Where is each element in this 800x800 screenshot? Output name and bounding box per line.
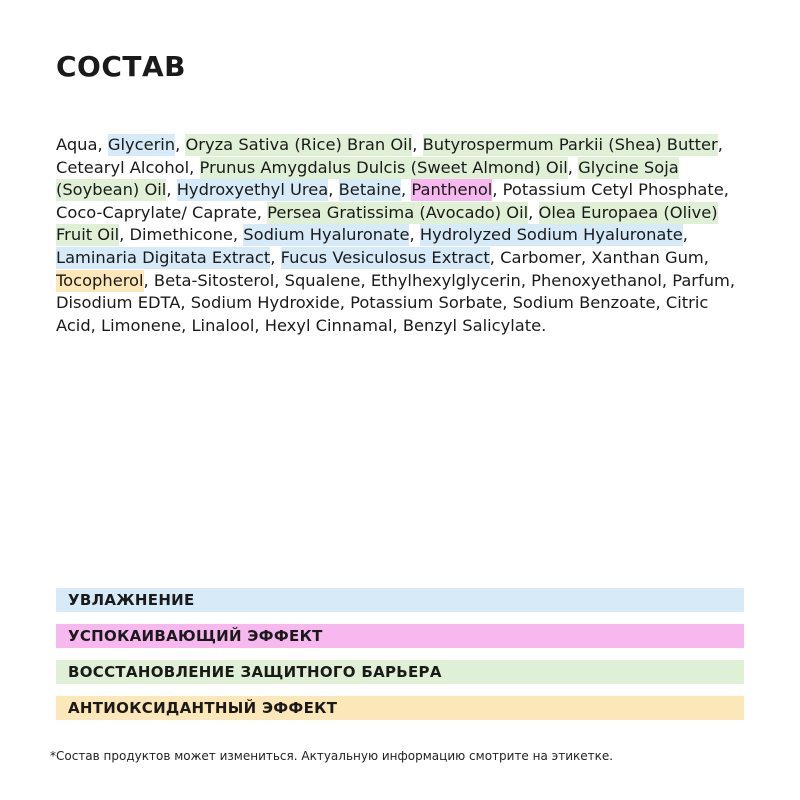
footnote: *Состав продуктов может измениться. Актуальную информацию смотрите на этикетке.: [50, 749, 614, 763]
ingredient: Hexyl Cinnamal: [264, 315, 393, 335]
ingredient: Limonene: [101, 315, 182, 335]
ingredient: Olea Europaea (Olive) Fruit Oil: [56, 202, 718, 245]
legend-item-barrier: ВОССТАНОВЛЕНИЕ ЗАЩИТНОГО БАРЬЕРА: [56, 660, 744, 684]
ingredient: Ethylhexylglycerin: [370, 270, 521, 290]
ingredient: Sodium Benzoate: [512, 293, 656, 313]
ingredient: Potassium Sorbate: [350, 293, 503, 313]
ingredient: Persea Gratissima (Avocado) Oil: [267, 202, 529, 222]
ingredient: Sodium Hyaluronate: [243, 225, 410, 245]
ingredient: Panthenol: [411, 180, 493, 200]
ingredient: Squalene: [284, 270, 361, 290]
ingredient: Xanthan Gum: [591, 247, 704, 267]
ingredient: Cetearyl Alcohol: [56, 157, 190, 177]
legend-item-soothing: УСПОКАИВАЮЩИЙ ЭФФЕКТ: [56, 624, 744, 648]
ingredients-list: Aqua, Glycerin, Oryza Sativa (Rice) Bran Oil, Butyrospermum Parkii (Shea) Butter, Cetearyl Alcohol, Prunus Amygdalus Dulcis (Sweet Almond) Oil, Glycine Soja (Soybean) Oil, Hydroxyethyl Urea, Betaine, Panthenol, Potassium Cetyl Phosphate, Coco-Caprylate/ Caprate, Persea Gratissima (Avocado) Oil, Olea Europaea (Olive) Fruit Oil, Dimethicone, Sodium Hyaluronate, Hydrolyzed Sodium Hyaluronate, Laminaria Digitata Extract, Fucus Vesiculosus Extract, Carbomer, Xanthan Gum, Tocopherol, Beta-Sitosterol, Squalene, Ethylhexylglycerin, Phenoxyethanol, Parfum, Disodium EDTA, Sodium Hydroxide, Potassium Sorbate, Sodium Benzoate, Citric Acid, Limonene, Linalool, Hexyl Cinnamal, Benzyl Salicylate.: [56, 135, 736, 335]
ingredient: Betaine: [338, 180, 402, 200]
ingredient: Benzyl Salicylate: [402, 315, 542, 335]
ingredient: Carbomer: [500, 247, 582, 267]
ingredient: Glycine Soja (Soybean) Oil: [56, 157, 679, 200]
ingredient: Aqua: [56, 135, 98, 154]
ingredient: Sodium Hydroxide: [190, 293, 340, 313]
legend-item-moisturizing: УВЛАЖНЕНИЕ: [56, 588, 744, 612]
color-legend: [56, 588, 744, 732]
ingredient: Citric Acid: [56, 293, 709, 335]
ingredient: Linalool: [191, 315, 255, 335]
ingredient: Hydrolyzed Sodium Hyaluronate: [419, 225, 683, 245]
legend-item-antioxidant: АНТИОКСИДАНТНЫЙ ЭФФЕКТ: [56, 696, 744, 720]
ingredient: Glycerin: [107, 135, 176, 154]
ingredient: Butyrospermum Parkii (Shea) Butter: [422, 135, 718, 154]
ingredient: Hydroxyethyl Urea: [176, 180, 329, 200]
ingredient: Dimethicone: [129, 225, 233, 245]
ingredient: Oryza Sativa (Rice) Bran Oil: [185, 135, 413, 154]
page-title: СОСТАВ: [56, 50, 187, 83]
ingredient: Fucus Vesiculosus Extract: [280, 247, 490, 267]
ingredient: Beta-Sitosterol: [153, 270, 275, 290]
ingredient: Potassium Cetyl Phosphate: [502, 180, 724, 200]
ingredient: Parfum: [672, 270, 730, 290]
ingredient: Laminaria Digitata Extract: [56, 247, 271, 267]
ingredient: Coco-Caprylate/ Caprate: [56, 202, 257, 222]
ingredient: Phenoxyethanol: [531, 270, 662, 290]
ingredient: Disodium EDTA: [56, 293, 181, 313]
ingredient: Prunus Amygdalus Dulcis (Sweet Almond) Oil: [199, 157, 568, 177]
ingredient: Tocopherol: [56, 270, 144, 290]
